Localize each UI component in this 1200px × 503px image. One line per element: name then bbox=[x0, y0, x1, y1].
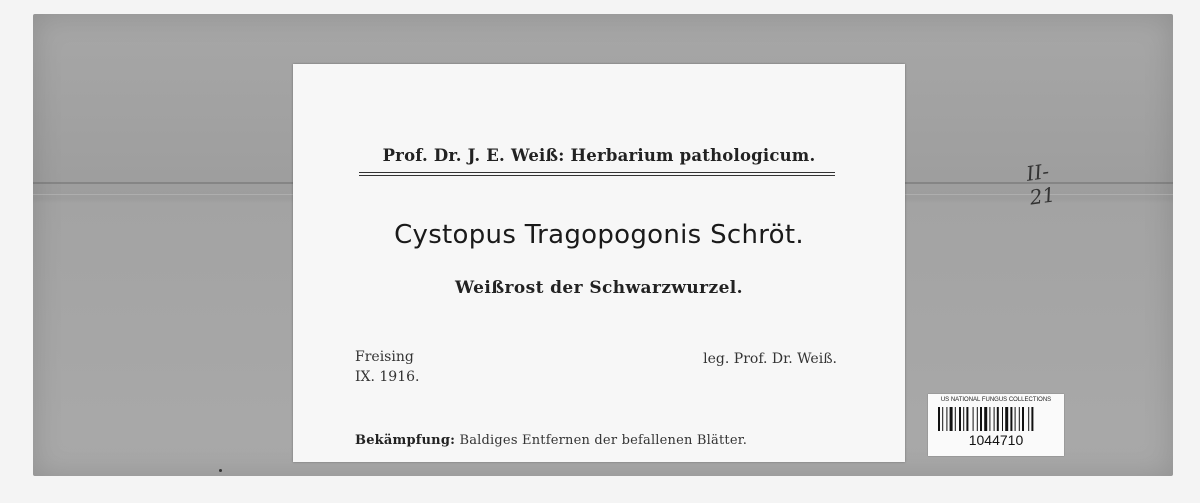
control-text: Baldiges Entfernen der befallenen Blätter. bbox=[459, 433, 748, 448]
barcode-title: US NATIONAL FUNGUS COLLECTIONS bbox=[940, 397, 1052, 403]
collection-date: IX. 1916. bbox=[355, 369, 420, 385]
header-rule bbox=[359, 172, 835, 173]
barcode-label bbox=[928, 394, 1064, 456]
header-rule-double bbox=[359, 175, 835, 176]
locality: Freising bbox=[355, 349, 414, 365]
barcode-icon bbox=[938, 407, 1054, 431]
common-name: Weißrost der Schwarzwurzel. bbox=[455, 278, 743, 298]
handwritten-annotation: II-21 bbox=[1024, 158, 1057, 210]
dust-speck bbox=[219, 469, 222, 472]
label-header: Prof. Dr. J. E. Weiß: Herbarium pathologicum. bbox=[382, 146, 816, 165]
species-name: Cystopus Tragopogonis Schröt. bbox=[394, 220, 804, 250]
control-label: Bekämpfung: bbox=[355, 433, 456, 448]
collector: leg. Prof. Dr. Weiß. bbox=[703, 351, 837, 367]
barcode-number: 1044710 bbox=[968, 432, 1024, 448]
locality-block bbox=[355, 347, 419, 387]
control-note bbox=[355, 433, 747, 448]
